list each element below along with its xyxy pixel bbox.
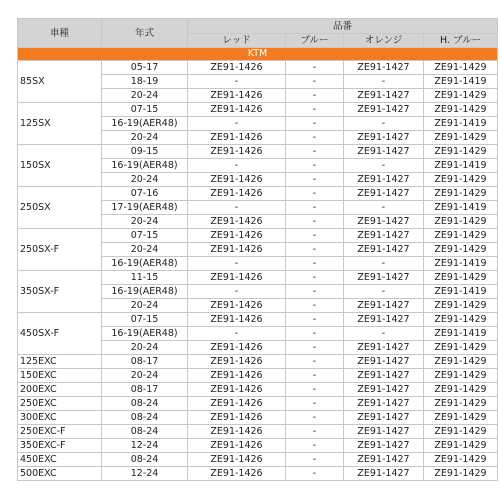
blue-part-cell: - xyxy=(286,453,344,467)
red-part-cell: - xyxy=(188,117,286,131)
color-header-orange: オレンジ xyxy=(344,34,424,48)
table-row xyxy=(18,313,498,327)
model-cell: 250EXC-F xyxy=(18,425,102,439)
blue-part-cell: - xyxy=(286,131,344,145)
h-blue-part-cell: ZE91-1419 xyxy=(424,117,498,131)
blue-part-cell: - xyxy=(286,425,344,439)
h-blue-part-cell: ZE91-1429 xyxy=(424,173,498,187)
orange-part-cell: ZE91-1427 xyxy=(344,145,424,159)
blue-part-cell: - xyxy=(286,89,344,103)
blue-part-cell: - xyxy=(286,201,344,215)
blue-part-cell: - xyxy=(286,439,344,453)
orange-part-cell: - xyxy=(344,257,424,271)
table-row xyxy=(18,411,498,425)
blue-part-cell: - xyxy=(286,341,344,355)
table-row xyxy=(18,355,498,369)
h-blue-part-cell: ZE91-1429 xyxy=(424,369,498,383)
year-cell: 08-24 xyxy=(102,453,188,467)
blue-part-cell: - xyxy=(286,397,344,411)
year-cell: 05-17 xyxy=(102,61,188,75)
model-cell: 200EXC xyxy=(18,383,102,397)
orange-part-cell: - xyxy=(344,201,424,215)
blue-part-cell: - xyxy=(286,159,344,173)
blue-part-cell: - xyxy=(286,467,344,481)
model-cell: 450EXC xyxy=(18,453,102,467)
blue-part-cell: - xyxy=(286,383,344,397)
h-blue-part-cell: ZE91-1419 xyxy=(424,75,498,89)
orange-part-cell: ZE91-1427 xyxy=(344,425,424,439)
h-blue-part-cell: ZE91-1429 xyxy=(424,61,498,75)
orange-part-cell: ZE91-1427 xyxy=(344,61,424,75)
year-cell: 07-16 xyxy=(102,187,188,201)
h-blue-part-cell: ZE91-1429 xyxy=(424,215,498,229)
red-part-cell: ZE91-1426 xyxy=(188,313,286,327)
blue-part-cell: - xyxy=(286,215,344,229)
brand-row xyxy=(18,48,498,61)
color-header-h-blue: H. ブルー xyxy=(424,34,498,48)
year-cell: 08-17 xyxy=(102,355,188,369)
table-row xyxy=(18,383,498,397)
h-blue-part-cell: ZE91-1429 xyxy=(424,271,498,285)
red-part-cell: ZE91-1426 xyxy=(188,341,286,355)
red-part-cell: ZE91-1426 xyxy=(188,355,286,369)
h-blue-part-cell: ZE91-1429 xyxy=(424,103,498,117)
model-cell: 250SX xyxy=(18,187,102,229)
blue-part-cell: - xyxy=(286,369,344,383)
h-blue-part-cell: ZE91-1429 xyxy=(424,131,498,145)
orange-part-cell: ZE91-1427 xyxy=(344,341,424,355)
orange-part-cell: - xyxy=(344,327,424,341)
brand-label: KTM xyxy=(18,48,498,61)
orange-part-cell: ZE91-1427 xyxy=(344,89,424,103)
h-blue-part-cell: ZE91-1429 xyxy=(424,145,498,159)
color-header-blue: ブルー xyxy=(286,34,344,48)
blue-part-cell: - xyxy=(286,187,344,201)
orange-part-cell: ZE91-1427 xyxy=(344,173,424,187)
h-blue-part-cell: ZE91-1429 xyxy=(424,229,498,243)
orange-part-cell: ZE91-1427 xyxy=(344,383,424,397)
blue-part-cell: - xyxy=(286,173,344,187)
red-part-cell: ZE91-1426 xyxy=(188,411,286,425)
h-blue-part-cell: ZE91-1419 xyxy=(424,159,498,173)
year-cell: 08-24 xyxy=(102,411,188,425)
orange-part-cell: ZE91-1427 xyxy=(344,299,424,313)
red-part-cell: ZE91-1426 xyxy=(188,215,286,229)
model-cell: 125SX xyxy=(18,103,102,145)
blue-part-cell: - xyxy=(286,229,344,243)
red-part-cell: ZE91-1426 xyxy=(188,453,286,467)
red-part-cell: ZE91-1426 xyxy=(188,187,286,201)
blue-part-cell: - xyxy=(286,285,344,299)
year-cell: 08-24 xyxy=(102,425,188,439)
year-cell: 20-24 xyxy=(102,243,188,257)
table-row xyxy=(18,397,498,411)
year-cell: 20-24 xyxy=(102,299,188,313)
table-body xyxy=(18,48,498,481)
h-blue-part-cell: ZE91-1429 xyxy=(424,439,498,453)
h-blue-part-cell: ZE91-1419 xyxy=(424,285,498,299)
h-blue-part-cell: ZE91-1429 xyxy=(424,89,498,103)
orange-part-cell: ZE91-1427 xyxy=(344,187,424,201)
h-blue-part-cell: ZE91-1429 xyxy=(424,425,498,439)
h-blue-part-cell: ZE91-1419 xyxy=(424,201,498,215)
model-cell: 350SX-F xyxy=(18,271,102,313)
blue-part-cell: - xyxy=(286,117,344,131)
color-header-red: レッド xyxy=(188,34,286,48)
year-cell: 08-17 xyxy=(102,383,188,397)
red-part-cell: - xyxy=(188,75,286,89)
model-cell: 450SX-F xyxy=(18,313,102,355)
h-blue-part-cell: ZE91-1429 xyxy=(424,187,498,201)
red-part-cell: ZE91-1426 xyxy=(188,145,286,159)
orange-part-cell: ZE91-1427 xyxy=(344,103,424,117)
year-cell: 16-19(AER48) xyxy=(102,257,188,271)
orange-part-cell: ZE91-1427 xyxy=(344,369,424,383)
orange-part-cell: - xyxy=(344,117,424,131)
orange-part-cell: ZE91-1427 xyxy=(344,243,424,257)
model-cell: 250SX-F xyxy=(18,229,102,271)
year-cell: 20-24 xyxy=(102,369,188,383)
h-blue-part-cell: ZE91-1429 xyxy=(424,355,498,369)
year-cell: 11-15 xyxy=(102,271,188,285)
year-cell: 20-24 xyxy=(102,341,188,355)
table-row xyxy=(18,453,498,467)
red-part-cell: ZE91-1426 xyxy=(188,103,286,117)
red-part-cell: - xyxy=(188,201,286,215)
h-blue-part-cell: ZE91-1429 xyxy=(424,299,498,313)
red-part-cell: ZE91-1426 xyxy=(188,369,286,383)
year-cell: 07-15 xyxy=(102,229,188,243)
orange-part-cell: - xyxy=(344,75,424,89)
orange-part-cell: ZE91-1427 xyxy=(344,313,424,327)
blue-part-cell: - xyxy=(286,327,344,341)
year-cell: 12-24 xyxy=(102,467,188,481)
table-row xyxy=(18,271,498,285)
blue-part-cell: - xyxy=(286,257,344,271)
orange-part-cell: ZE91-1427 xyxy=(344,229,424,243)
orange-part-cell: ZE91-1427 xyxy=(344,439,424,453)
orange-part-cell: - xyxy=(344,285,424,299)
h-blue-part-cell: ZE91-1429 xyxy=(424,341,498,355)
table-header xyxy=(18,19,498,48)
blue-part-cell: - xyxy=(286,271,344,285)
h-blue-part-cell: ZE91-1429 xyxy=(424,467,498,481)
table-row xyxy=(18,229,498,243)
red-part-cell: ZE91-1426 xyxy=(188,425,286,439)
h-blue-part-cell: ZE91-1429 xyxy=(424,397,498,411)
red-part-cell: ZE91-1426 xyxy=(188,173,286,187)
red-part-cell: - xyxy=(188,327,286,341)
year-cell: 20-24 xyxy=(102,215,188,229)
h-blue-part-cell: ZE91-1429 xyxy=(424,313,498,327)
h-blue-part-cell: ZE91-1419 xyxy=(424,257,498,271)
blue-part-cell: - xyxy=(286,243,344,257)
orange-part-cell: ZE91-1427 xyxy=(344,467,424,481)
red-part-cell: ZE91-1426 xyxy=(188,439,286,453)
h-blue-part-cell: ZE91-1429 xyxy=(424,243,498,257)
year-cell: 08-24 xyxy=(102,397,188,411)
year-cell: 16-19(AER48) xyxy=(102,285,188,299)
model-cell: 150SX xyxy=(18,145,102,187)
h-blue-part-cell: ZE91-1429 xyxy=(424,383,498,397)
h-blue-part-cell: ZE91-1429 xyxy=(424,411,498,425)
table-row xyxy=(18,61,498,75)
year-cell: 16-19(AER48) xyxy=(102,327,188,341)
year-cell: 09-15 xyxy=(102,145,188,159)
model-cell: 250EXC xyxy=(18,397,102,411)
red-part-cell: - xyxy=(188,257,286,271)
blue-part-cell: - xyxy=(286,299,344,313)
model-cell: 350EXC-F xyxy=(18,439,102,453)
table-row xyxy=(18,187,498,201)
table-row xyxy=(18,467,498,481)
part-number-header: 品番 xyxy=(188,19,498,34)
blue-part-cell: - xyxy=(286,75,344,89)
year-cell: 18-19 xyxy=(102,75,188,89)
blue-part-cell: - xyxy=(286,313,344,327)
year-cell: 12-24 xyxy=(102,439,188,453)
h-blue-part-cell: ZE91-1429 xyxy=(424,453,498,467)
red-part-cell: ZE91-1426 xyxy=(188,383,286,397)
orange-part-cell: ZE91-1427 xyxy=(344,271,424,285)
model-cell: 125EXC xyxy=(18,355,102,369)
model-cell: 300EXC xyxy=(18,411,102,425)
red-part-cell: ZE91-1426 xyxy=(188,61,286,75)
table-row xyxy=(18,439,498,453)
model-cell: 85SX xyxy=(18,61,102,103)
red-part-cell: - xyxy=(188,159,286,173)
model-column-header: 車種 xyxy=(18,19,102,48)
model-cell: 150EXC xyxy=(18,369,102,383)
year-cell: 17-19(AER48) xyxy=(102,201,188,215)
red-part-cell: ZE91-1426 xyxy=(188,397,286,411)
year-cell: 20-24 xyxy=(102,89,188,103)
orange-part-cell: ZE91-1427 xyxy=(344,397,424,411)
red-part-cell: ZE91-1426 xyxy=(188,243,286,257)
year-cell: 20-24 xyxy=(102,173,188,187)
year-cell: 20-24 xyxy=(102,131,188,145)
orange-part-cell: ZE91-1427 xyxy=(344,453,424,467)
red-part-cell: ZE91-1426 xyxy=(188,271,286,285)
table-row xyxy=(18,103,498,117)
blue-part-cell: - xyxy=(286,145,344,159)
red-part-cell: ZE91-1426 xyxy=(188,299,286,313)
red-part-cell: ZE91-1426 xyxy=(188,229,286,243)
table-row xyxy=(18,425,498,439)
year-cell: 07-15 xyxy=(102,103,188,117)
year-cell: 16-19(AER48) xyxy=(102,117,188,131)
red-part-cell: ZE91-1426 xyxy=(188,89,286,103)
blue-part-cell: - xyxy=(286,103,344,117)
model-cell: 500EXC xyxy=(18,467,102,481)
blue-part-cell: - xyxy=(286,61,344,75)
parts-compatibility-table xyxy=(17,18,498,481)
table-row xyxy=(18,369,498,383)
h-blue-part-cell: ZE91-1419 xyxy=(424,327,498,341)
orange-part-cell: ZE91-1427 xyxy=(344,131,424,145)
orange-part-cell: ZE91-1427 xyxy=(344,411,424,425)
orange-part-cell: - xyxy=(344,159,424,173)
table-row xyxy=(18,145,498,159)
red-part-cell: ZE91-1426 xyxy=(188,467,286,481)
year-column-header: 年式 xyxy=(102,19,188,48)
red-part-cell: - xyxy=(188,285,286,299)
blue-part-cell: - xyxy=(286,411,344,425)
red-part-cell: ZE91-1426 xyxy=(188,131,286,145)
year-cell: 07-15 xyxy=(102,313,188,327)
orange-part-cell: ZE91-1427 xyxy=(344,355,424,369)
orange-part-cell: ZE91-1427 xyxy=(344,215,424,229)
year-cell: 16-19(AER48) xyxy=(102,159,188,173)
blue-part-cell: - xyxy=(286,355,344,369)
